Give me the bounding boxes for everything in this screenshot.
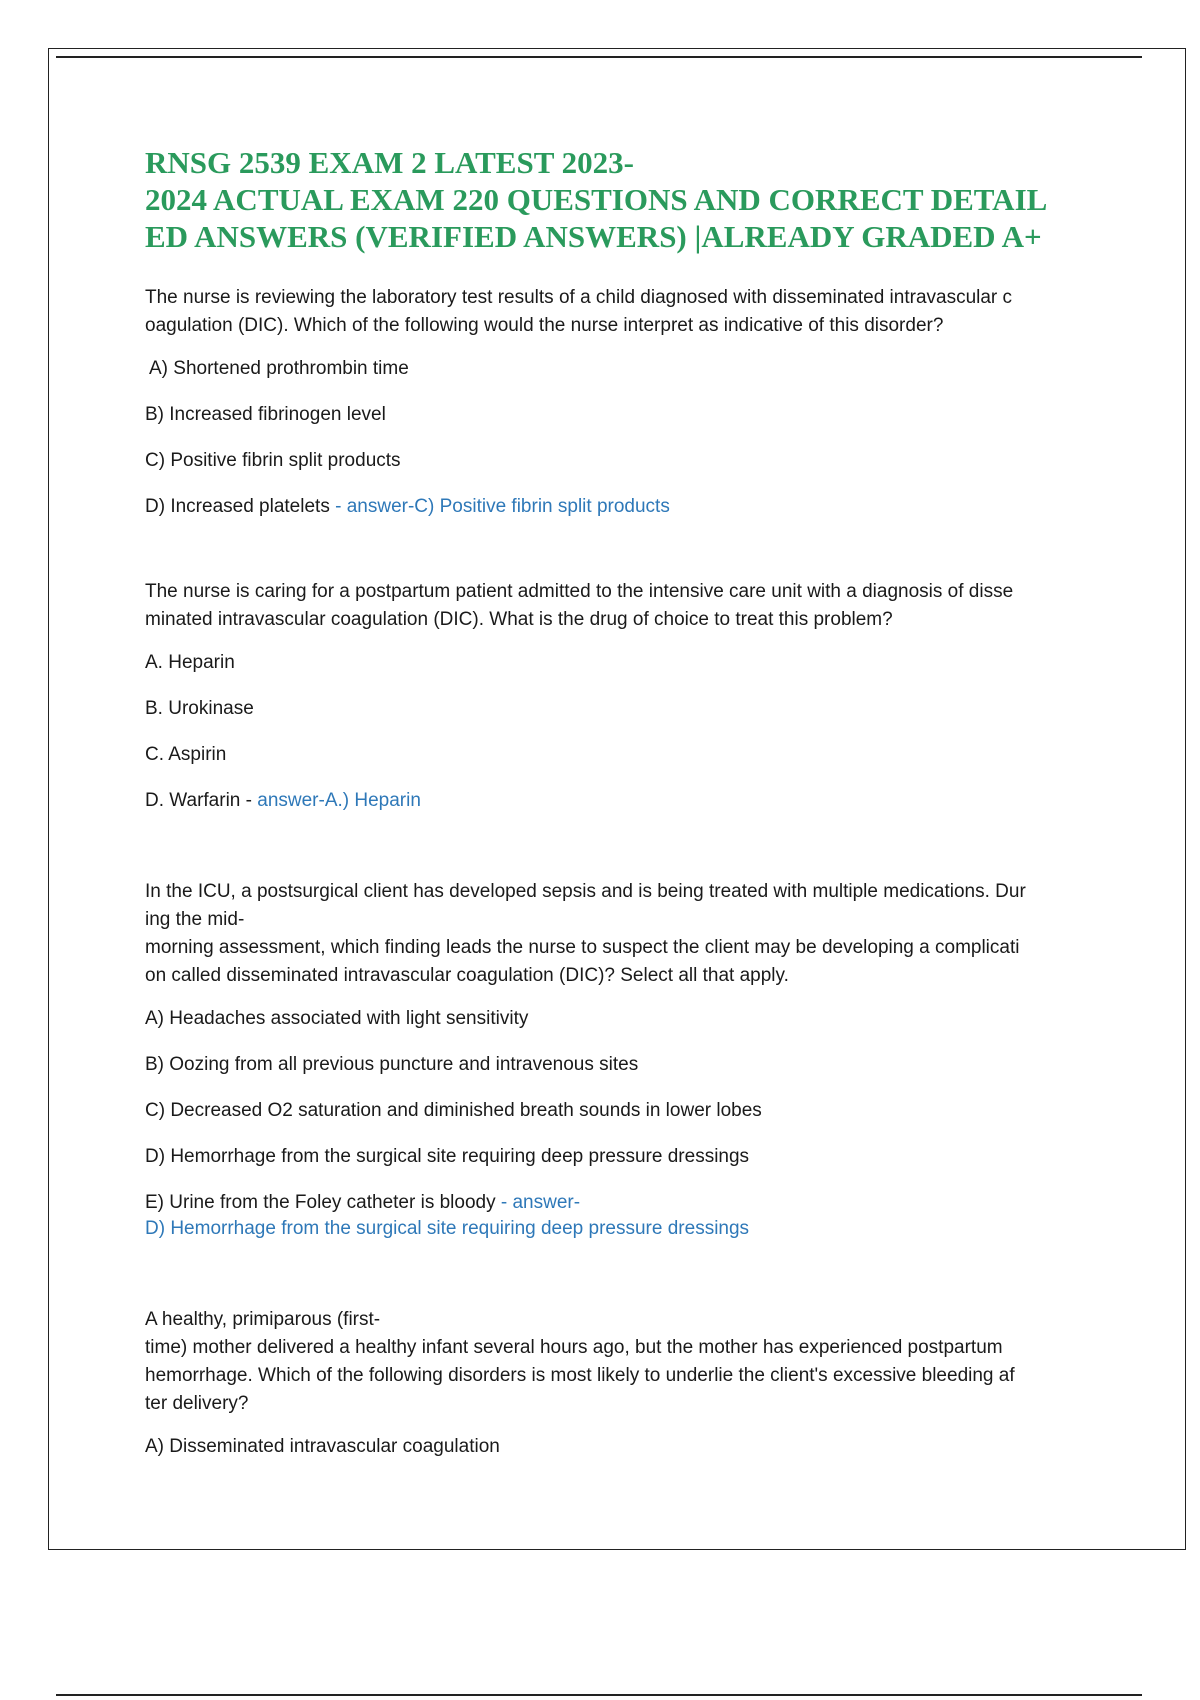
option-a: A) Headaches associated with light sensitivity — [145, 1008, 529, 1029]
option-c: C) Decreased O2 saturation and diminished breath sounds in lower lobes — [145, 1100, 762, 1121]
option-a: A) Shortened prothrombin time — [149, 358, 409, 379]
stem-line: The nurse is caring for a postpartum patient admitted to the intensive care unit with a diagnosis of disse — [145, 581, 1014, 602]
option-d-text: D) Increased platelets — [145, 496, 330, 517]
stem-line: morning assessment, which finding leads the nurse to suspect the client may be developing a complicati — [145, 937, 1020, 958]
stem-line: on called disseminated intravascular coagulation (DIC)? Select all that apply. — [145, 965, 789, 986]
option-d — [145, 494, 1095, 520]
option-a: A. Heparin — [145, 652, 235, 673]
question-3 — [145, 878, 1095, 1242]
answer-text: D) Hemorrhage from the surgical site requiring deep pressure dressings — [145, 1218, 750, 1239]
question-2 — [145, 578, 1095, 814]
stem-line: A healthy, primiparous (first- — [145, 1309, 381, 1330]
title-line: ED ANSWERS (VERIFIED ANSWERS) |ALREADY GRADED A+ — [145, 219, 1042, 254]
bottom-rule — [56, 1694, 1142, 1696]
stem-line: In the ICU, a postsurgical client has developed sepsis and is being treated with multiple medications. Dur — [145, 881, 1026, 902]
option-b: B) Oozing from all previous puncture and intravenous sites — [145, 1054, 639, 1075]
question-stem — [145, 578, 1095, 634]
option-b: B) Increased fibrinogen level — [145, 404, 386, 425]
option-a: A) Disseminated intravascular coagulation — [145, 1436, 500, 1457]
document-title — [145, 144, 1095, 255]
answer-prefix: - answer- — [500, 1192, 581, 1213]
stem-line: ter delivery? — [145, 1393, 249, 1414]
question-stem — [145, 284, 1095, 340]
option-d — [145, 788, 1095, 814]
question-stem — [145, 878, 1095, 990]
question-4 — [145, 1306, 1095, 1460]
stem-line: The nurse is reviewing the laboratory test results of a child diagnosed with disseminated intravascular c — [145, 287, 1013, 308]
option-e-line — [145, 1190, 1095, 1216]
title-line: 2024 ACTUAL EXAM 220 QUESTIONS AND CORRECT DETAIL — [145, 182, 1048, 217]
answer-text: answer-A.) Heparin — [257, 790, 421, 811]
title-line: RNSG 2539 EXAM 2 LATEST 2023- — [145, 145, 634, 180]
option-b: B. Urokinase — [145, 698, 254, 719]
question-1 — [145, 284, 1095, 520]
option-c: C. Aspirin — [145, 744, 227, 765]
stem-line: oagulation (DIC). Which of the following would the nurse interpret as indicative of this disorder? — [145, 315, 944, 336]
stem-line: time) mother delivered a healthy infant several hours ago, but the mother has experienced postpartum — [145, 1337, 1003, 1358]
stem-line: minated intravascular coagulation (DIC). What is the drug of choice to treat this problem? — [145, 609, 893, 630]
question-stem — [145, 1306, 1095, 1418]
stem-line: hemorrhage. Which of the following disorders is most likely to underlie the client's excessive bleeding af — [145, 1365, 1015, 1386]
option-d: D) Hemorrhage from the surgical site requiring deep pressure dressings — [145, 1146, 750, 1167]
option-e-text: E) Urine from the Foley catheter is bloody — [145, 1192, 496, 1213]
option-e — [145, 1190, 1095, 1242]
option-d-text: D. Warfarin - — [145, 790, 252, 811]
option-c: C) Positive fibrin split products — [145, 450, 401, 471]
document-content — [145, 144, 1095, 1480]
stem-line: ing the mid- — [145, 909, 245, 930]
answer-text: - answer-C) Positive fibrin split products — [335, 496, 670, 517]
